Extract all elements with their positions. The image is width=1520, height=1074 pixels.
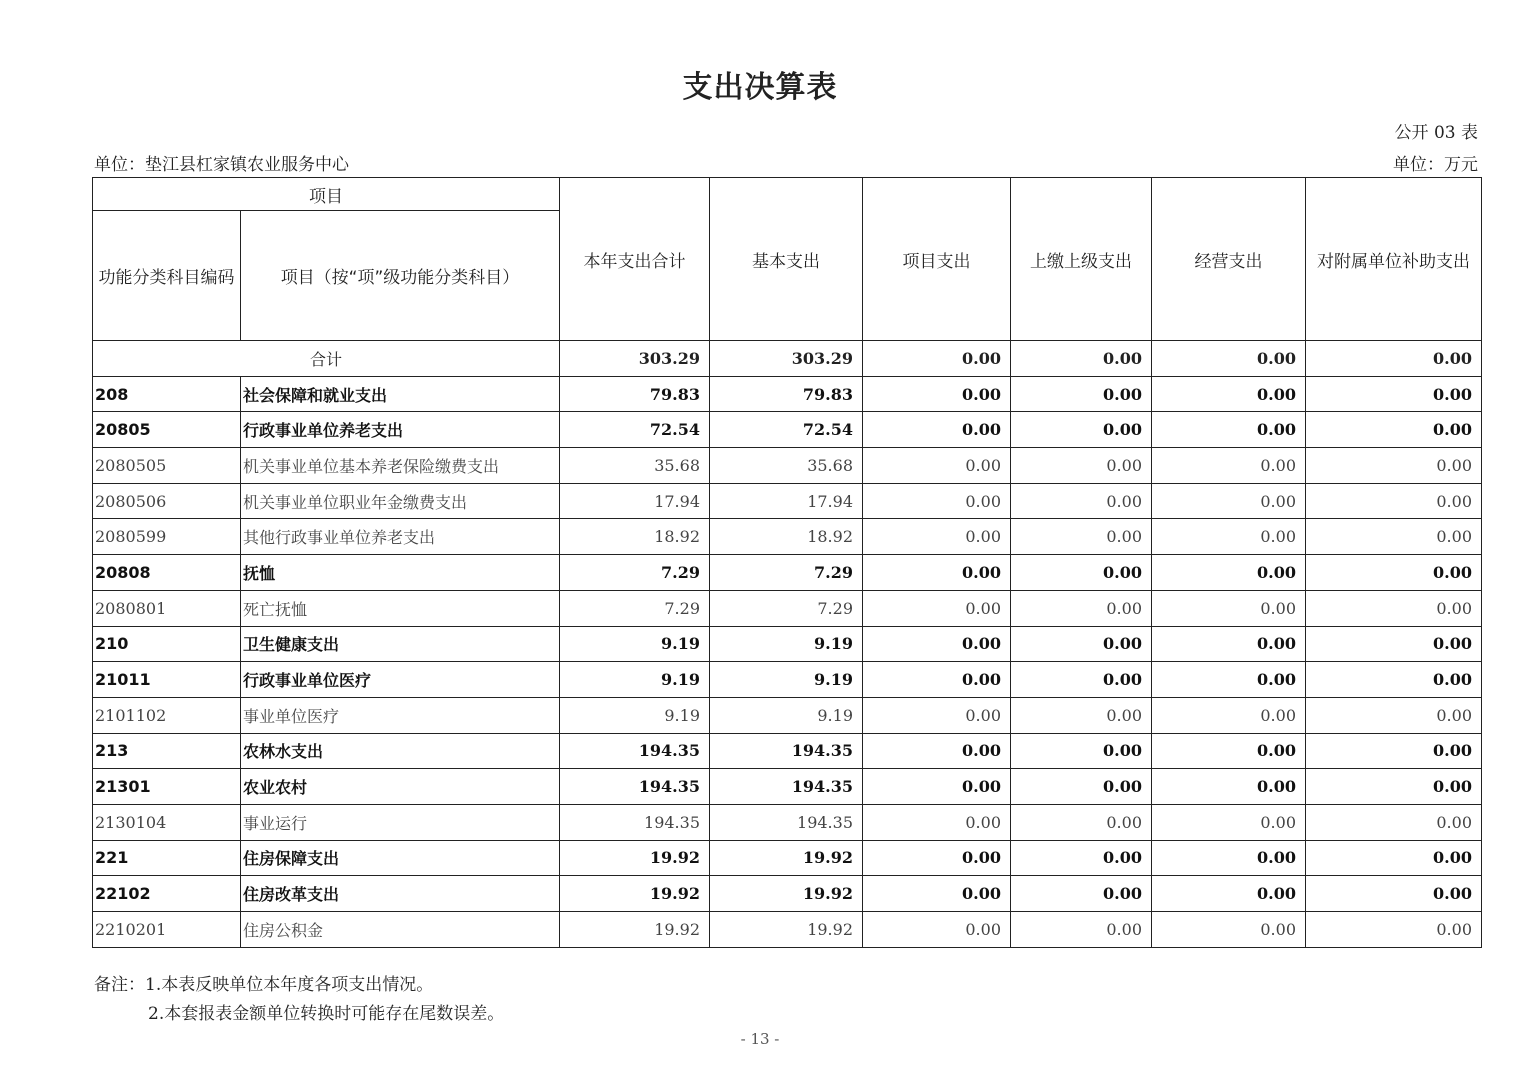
row-code: 22102 xyxy=(93,876,241,912)
note-line-2: 2.本套报表金额单位转换时可能存在尾数误差。 xyxy=(148,1004,505,1024)
row-value: 7.29 xyxy=(710,555,863,591)
row-name: 事业运行 xyxy=(241,804,560,840)
row-value: 0.00 xyxy=(863,733,1011,769)
row-name: 社会保障和就业支出 xyxy=(241,376,560,412)
row-code: 213 xyxy=(93,733,241,769)
header-col-project: 项目支出 xyxy=(863,178,1011,341)
header-col-business: 经营支出 xyxy=(1152,178,1306,341)
row-value: 79.83 xyxy=(710,376,863,412)
table-row xyxy=(93,697,1482,733)
row-value: 0.00 xyxy=(1011,804,1152,840)
row-value: 0.00 xyxy=(1152,519,1306,555)
row-value: 0.00 xyxy=(1011,448,1152,484)
row-code: 2130104 xyxy=(93,804,241,840)
row-name: 事业单位医疗 xyxy=(241,697,560,733)
row-value: 0.00 xyxy=(1011,697,1152,733)
row-code: 2210201 xyxy=(93,912,241,948)
row-value: 0.00 xyxy=(863,448,1011,484)
header-col-basic: 基本支出 xyxy=(710,178,863,341)
table-row xyxy=(93,483,1482,519)
row-code: 221 xyxy=(93,840,241,876)
row-value: 0.00 xyxy=(863,483,1011,519)
row-code: 2080599 xyxy=(93,519,241,555)
row-value: 0.00 xyxy=(863,590,1011,626)
row-value: 194.35 xyxy=(560,804,710,840)
row-value: 0.00 xyxy=(1152,804,1306,840)
row-value: 35.68 xyxy=(710,448,863,484)
row-value: 0.00 xyxy=(1306,519,1482,555)
header-col-total: 本年支出合计 xyxy=(560,178,710,341)
row-value: 0.00 xyxy=(1306,412,1482,448)
row-value: 9.19 xyxy=(560,697,710,733)
row-value: 0.00 xyxy=(1152,555,1306,591)
row-value: 0.00 xyxy=(1152,412,1306,448)
header-name: 项目（按“项”级功能分类科目） xyxy=(241,211,560,341)
row-value: 0.00 xyxy=(1306,876,1482,912)
row-value: 19.92 xyxy=(560,912,710,948)
table-row xyxy=(93,733,1482,769)
row-value: 0.00 xyxy=(863,876,1011,912)
row-value: 0.00 xyxy=(863,662,1011,698)
row-code: 21301 xyxy=(93,769,241,805)
row-value: 0.00 xyxy=(1011,912,1152,948)
header-col-subsidy: 对附属单位补助支出 xyxy=(1306,178,1482,341)
table-row xyxy=(93,519,1482,555)
row-name: 住房改革支出 xyxy=(241,876,560,912)
row-value: 0.00 xyxy=(1011,733,1152,769)
row-value: 0.00 xyxy=(1011,769,1152,805)
row-value: 9.19 xyxy=(710,662,863,698)
table-row xyxy=(93,412,1482,448)
row-name: 住房保障支出 xyxy=(241,840,560,876)
row-name: 行政事业单位养老支出 xyxy=(241,412,560,448)
row-value: 0.00 xyxy=(1011,519,1152,555)
row-code: 20808 xyxy=(93,555,241,591)
row-value: 9.19 xyxy=(710,697,863,733)
row-value: 0.00 xyxy=(1152,483,1306,519)
row-value: 0.00 xyxy=(1011,555,1152,591)
row-value: 0.00 xyxy=(1152,376,1306,412)
row-value: 0.00 xyxy=(1306,483,1482,519)
row-value: 72.54 xyxy=(710,412,863,448)
row-value: 194.35 xyxy=(710,733,863,769)
table-row xyxy=(93,376,1482,412)
expenditure-table xyxy=(92,177,1482,948)
row-code: 2080505 xyxy=(93,448,241,484)
row-value: 0.00 xyxy=(1306,769,1482,805)
header-project: 项目 xyxy=(93,178,560,211)
row-value: 18.92 xyxy=(560,519,710,555)
row-value: 0.00 xyxy=(1011,590,1152,626)
row-value: 7.29 xyxy=(560,555,710,591)
row-value: 0.00 xyxy=(863,912,1011,948)
table-row xyxy=(93,590,1482,626)
row-value: 0.00 xyxy=(1306,697,1482,733)
row-value: 194.35 xyxy=(560,769,710,805)
row-value: 0.00 xyxy=(1152,626,1306,662)
row-value: 0.00 xyxy=(863,555,1011,591)
row-value: 0.00 xyxy=(1306,555,1482,591)
row-value: 19.92 xyxy=(710,876,863,912)
row-name: 农业农村 xyxy=(241,769,560,805)
row-value: 7.29 xyxy=(710,590,863,626)
total-value: 0.00 xyxy=(863,341,1011,377)
row-value: 17.94 xyxy=(710,483,863,519)
row-value: 17.94 xyxy=(560,483,710,519)
note-line-1: 备注：1.本表反映单位本年度各项支出情况。 xyxy=(94,975,434,995)
page-title: 支出决算表 xyxy=(682,70,838,105)
row-value: 19.92 xyxy=(710,912,863,948)
row-value: 19.92 xyxy=(710,840,863,876)
row-value: 0.00 xyxy=(863,697,1011,733)
row-value: 0.00 xyxy=(1306,804,1482,840)
row-value: 0.00 xyxy=(1152,840,1306,876)
total-label: 合计 xyxy=(93,341,560,377)
total-value: 0.00 xyxy=(1152,341,1306,377)
reporting-unit: 单位：垫江县杠家镇农业服务中心 xyxy=(94,155,349,175)
row-value: 0.00 xyxy=(1306,912,1482,948)
row-code: 2101102 xyxy=(93,697,241,733)
row-value: 0.00 xyxy=(1306,733,1482,769)
row-value: 9.19 xyxy=(710,626,863,662)
row-code: 210 xyxy=(93,626,241,662)
row-name: 抚恤 xyxy=(241,555,560,591)
row-value: 0.00 xyxy=(863,412,1011,448)
row-value: 0.00 xyxy=(1306,448,1482,484)
row-value: 0.00 xyxy=(1152,733,1306,769)
row-value: 194.35 xyxy=(710,769,863,805)
table-row xyxy=(93,804,1482,840)
header-code: 功能分类科目编码 xyxy=(93,211,241,341)
row-name: 机关事业单位基本养老保险缴费支出 xyxy=(241,448,560,484)
row-value: 0.00 xyxy=(1152,876,1306,912)
row-value: 0.00 xyxy=(863,840,1011,876)
row-value: 19.92 xyxy=(560,840,710,876)
row-name: 住房公积金 xyxy=(241,912,560,948)
row-value: 0.00 xyxy=(1152,912,1306,948)
header-col-remit: 上缴上级支出 xyxy=(1011,178,1152,341)
row-name: 卫生健康支出 xyxy=(241,626,560,662)
row-name: 其他行政事业单位养老支出 xyxy=(241,519,560,555)
row-name: 行政事业单位医疗 xyxy=(241,662,560,698)
row-value: 0.00 xyxy=(863,626,1011,662)
row-value: 194.35 xyxy=(560,733,710,769)
row-value: 0.00 xyxy=(1306,662,1482,698)
table-row xyxy=(93,662,1482,698)
currency-unit: 单位：万元 xyxy=(1393,155,1478,175)
row-value: 0.00 xyxy=(1152,590,1306,626)
page-number: - 13 - xyxy=(740,1030,780,1048)
total-value: 303.29 xyxy=(710,341,863,377)
row-name: 死亡抚恤 xyxy=(241,590,560,626)
row-value: 7.29 xyxy=(560,590,710,626)
row-value: 72.54 xyxy=(560,412,710,448)
row-value: 35.68 xyxy=(560,448,710,484)
row-value: 0.00 xyxy=(1011,876,1152,912)
table-row xyxy=(93,769,1482,805)
row-value: 0.00 xyxy=(1152,448,1306,484)
row-value: 0.00 xyxy=(863,769,1011,805)
table-row xyxy=(93,626,1482,662)
total-value: 0.00 xyxy=(1011,341,1152,377)
row-name: 机关事业单位职业年金缴费支出 xyxy=(241,483,560,519)
row-code: 20805 xyxy=(93,412,241,448)
row-code: 208 xyxy=(93,376,241,412)
row-value: 0.00 xyxy=(1011,376,1152,412)
row-value: 0.00 xyxy=(1011,412,1152,448)
row-value: 0.00 xyxy=(1011,626,1152,662)
row-value: 194.35 xyxy=(710,804,863,840)
row-value: 0.00 xyxy=(1011,840,1152,876)
row-value: 0.00 xyxy=(1152,769,1306,805)
row-value: 9.19 xyxy=(560,626,710,662)
row-value: 19.92 xyxy=(560,876,710,912)
row-value: 0.00 xyxy=(863,519,1011,555)
form-number: 公开 03 表 xyxy=(1394,123,1478,143)
row-value: 0.00 xyxy=(1306,840,1482,876)
row-value: 0.00 xyxy=(1011,662,1152,698)
table-row xyxy=(93,912,1482,948)
row-code: 2080506 xyxy=(93,483,241,519)
row-value: 0.00 xyxy=(863,804,1011,840)
row-value: 0.00 xyxy=(1011,483,1152,519)
table-row xyxy=(93,448,1482,484)
row-name: 农林水支出 xyxy=(241,733,560,769)
row-value: 0.00 xyxy=(1306,376,1482,412)
row-code: 2080801 xyxy=(93,590,241,626)
row-code: 21011 xyxy=(93,662,241,698)
row-value: 0.00 xyxy=(1306,590,1482,626)
table-row xyxy=(93,840,1482,876)
row-value: 79.83 xyxy=(560,376,710,412)
table-row xyxy=(93,555,1482,591)
row-value: 0.00 xyxy=(1306,626,1482,662)
total-row xyxy=(93,341,1482,377)
total-value: 0.00 xyxy=(1306,341,1482,377)
row-value: 0.00 xyxy=(1152,662,1306,698)
row-value: 9.19 xyxy=(560,662,710,698)
total-value: 303.29 xyxy=(560,341,710,377)
row-value: 18.92 xyxy=(710,519,863,555)
row-value: 0.00 xyxy=(863,376,1011,412)
table-row xyxy=(93,876,1482,912)
row-value: 0.00 xyxy=(1152,697,1306,733)
